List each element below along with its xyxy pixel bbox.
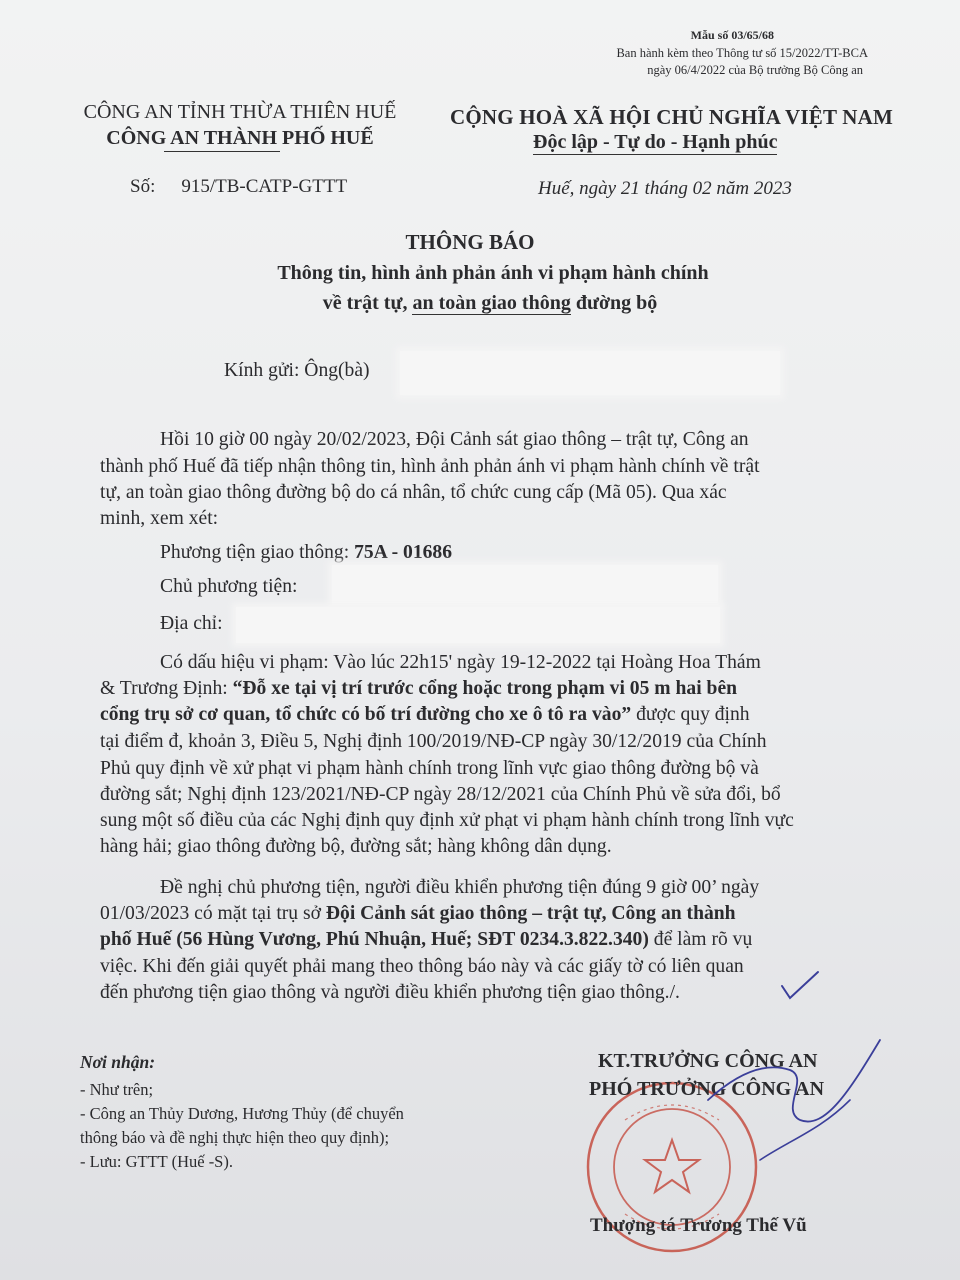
document-title: THÔNG BÁO <box>405 230 535 254</box>
agency-parent: CÔNG AN TỈNH THỪA THIÊN HUẾ <box>83 101 397 123</box>
recipient-redaction <box>400 351 780 395</box>
place-date: Huế, ngày 21 tháng 02 năm 2023 <box>538 178 792 199</box>
recipients-line-1: - Như trên; <box>80 1080 154 1099</box>
agency-underline <box>164 151 280 152</box>
request-line-2-pre: 01/03/2023 có mặt tại trụ sở <box>100 903 326 924</box>
signature-title-2: PHÓ TRƯỞNG CÔNG AN <box>589 1078 825 1100</box>
vehicle-line <box>160 542 452 564</box>
signature-title-1: KT.TRƯỞNG CÔNG AN <box>598 1050 818 1072</box>
request-office-1: Đội Cảnh sát giao thông – trật tự, Công an thành <box>325 903 736 924</box>
owner-redaction <box>332 565 718 605</box>
paragraph-1-line-4: minh, xem xét: <box>100 508 219 529</box>
paragraph-1-line-3: tự, an toàn giao thông đường bộ do cá nhân, tổ chức cung cấp (Mã 05). Qua xác <box>100 482 727 503</box>
address-label: Địa chỉ: <box>160 613 223 634</box>
violation-description-1: “Đỗ xe tại vị trí trước cổng hoặc trong phạm vi 05 m hai bên <box>232 678 738 699</box>
request-line-4: việc. Khi đến giải quyết phải mang theo thông báo này và các giấy tờ có liên quan <box>100 956 744 977</box>
recipient-label: Kính gửi: Ông(bà) <box>224 360 370 381</box>
form-issued-line1: Ban hành kèm theo Thông tư số 15/2022/TT-BCA <box>616 46 868 60</box>
recipients-line-3: thông báo và đề nghị thực hiện theo quy định); <box>80 1128 390 1147</box>
vehicle-label: Phương tiện giao thông: <box>160 542 355 563</box>
vehicle-plate: 75A - 01686 <box>354 542 453 563</box>
paragraph-1-line-2: thành phố Huế đã tiếp nhận thông tin, hình ảnh phản ánh vi phạm hành chính về trật <box>100 456 760 477</box>
violation-line-7: sung một số điều của các Nghị định quy định xử phạt vi phạm hành chính trong lĩnh vực <box>100 810 794 831</box>
check-mark-icon <box>778 968 824 1004</box>
violation-line-8: hàng hải; giao thông đường bộ, đường sắt; hàng không dân dụng. <box>100 836 612 857</box>
subtitle-2-post: đường bộ <box>570 292 658 314</box>
request-line-3 <box>100 929 752 951</box>
subtitle-2-underlined: an toàn giao thông <box>412 292 571 314</box>
form-number: Mẫu số 03/65/68 <box>690 28 774 42</box>
violation-description-2: cổng trụ sở cơ quan, tổ chức có bố trí đường cho xe ô tô ra vào” <box>100 704 632 725</box>
motto: Độc lập - Tự do - Hạnh phúc <box>533 131 778 153</box>
recipients-heading: Nơi nhận: <box>80 1052 156 1072</box>
recipients-line-2: - Công an Thủy Dương, Hương Thủy (để chuyển <box>80 1104 404 1123</box>
handwritten-signature <box>700 1030 890 1170</box>
request-line-3-post: để làm rõ vụ <box>648 929 753 950</box>
nation-header: CỘNG HOÀ XÃ HỘI CHỦ NGHĨA VIỆT NAM <box>450 105 893 129</box>
violation-line-3-post: được quy định <box>631 704 750 725</box>
violation-line-3 <box>100 704 750 726</box>
request-line-1: Đề nghị chủ phương tiện, người điều khiển phương tiện đúng 9 giờ 00’ ngày <box>160 877 760 898</box>
violation-line-2-pre: & Trương Định: <box>100 678 233 699</box>
document-number-label: Số: <box>130 176 156 197</box>
document-subtitle-2 <box>10 292 960 315</box>
document-number <box>130 176 347 198</box>
address-redaction <box>236 607 720 643</box>
subtitle-2-pre: về trật tự, <box>322 292 413 314</box>
signatory-name: Thượng tá Trương Thế Vũ <box>590 1215 807 1236</box>
document-subtitle-1: Thông tin, hình ảnh phản ánh vi phạm hành chính <box>277 262 709 284</box>
violation-line-6: đường sắt; Nghị định 123/2021/NĐ-CP ngày 28/12/2021 của Chính Phủ về sửa đổi, bổ <box>100 784 781 805</box>
request-office-2: phố Huế (56 Hùng Vương, Phú Nhuận, Huế; SĐT 0234.3.822.340) <box>100 929 649 950</box>
paragraph-1-line-1: Hồi 10 giờ 00 ngày 20/02/2023, Đội Cảnh sát giao thông – trật tự, Công an <box>160 429 749 450</box>
recipients-line-4: - Lưu: GTTT (Huế -S). <box>80 1152 233 1171</box>
document-number-value: 915/TB-CATP-GTTT <box>181 176 348 197</box>
violation-line-2 <box>100 678 737 700</box>
agency-name: CÔNG AN THÀNH PHỐ HUẾ <box>106 127 374 149</box>
owner-label: Chủ phương tiện: <box>160 576 298 597</box>
violation-line-4: tại điểm đ, khoản 3, Điều 5, Nghị định 100/2019/NĐ-CP ngày 30/12/2019 của Chính <box>100 731 767 752</box>
request-line-2 <box>100 903 736 925</box>
violation-line-1: Có dấu hiệu vi phạm: Vào lúc 22h15' ngày 19-12-2022 tại Hoàng Hoa Thám <box>160 652 761 673</box>
request-line-5: đến phương tiện giao thông và người điều khiển phương tiện giao thông./. <box>100 982 680 1003</box>
violation-line-5: Phủ quy định về xử phạt vi phạm hành chính trong lĩnh vực giao thông đường bộ và <box>100 758 759 779</box>
form-issued-line2: ngày 06/4/2022 của Bộ trưởng Bộ Công an <box>647 63 863 77</box>
